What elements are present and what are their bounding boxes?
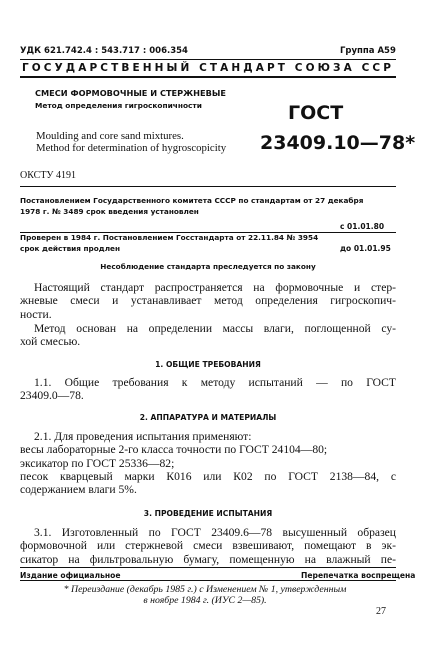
- text-line: ности.: [20, 307, 52, 321]
- okstu-code: ОКСТУ 4191: [20, 170, 77, 181]
- text-line: хой смесью.: [20, 335, 81, 349]
- header-rule-top: [20, 59, 396, 60]
- gost-label: ГОСТ: [288, 102, 344, 124]
- text-line: содержанием влаги 5%.: [20, 483, 137, 497]
- group-code: Группа А59: [340, 46, 396, 56]
- text-line: 3.1. Изготовленный по ГОСТ 23409.6—78 высушенный образец: [34, 526, 396, 539]
- text-line: формовочной или стержневой смеси взвешивают, помещают в эк-: [20, 539, 396, 553]
- text-line: весы лабораторные 2-го класса точности по ГОСТ 24104—80;: [20, 443, 328, 457]
- text-line: эксикатор по ГОСТ 25336—82;: [20, 456, 175, 470]
- header-rule-bottom: [20, 76, 396, 78]
- section-1-heading: 1. ОБЩИЕ ТРЕБОВАНИЯ: [155, 360, 261, 369]
- title-en-line2: Method for determination of hygroscopicity: [36, 142, 227, 154]
- revision-line2: срок действия продлен: [20, 244, 121, 253]
- text-line: Настоящий стандарт распространяется на формовочные и стер-: [34, 281, 396, 294]
- footer-rule: [20, 567, 396, 568]
- title-ru-main: СМЕСИ ФОРМОВОЧНЫЕ И СТЕРЖНЕВЫЕ: [35, 88, 226, 98]
- section-2-heading: 2. АППАРАТУРА И МАТЕРИАЛЫ: [139, 413, 277, 422]
- text-line: 2.1. Для проведения испытания применяют:: [34, 430, 252, 443]
- section-1-text: [20, 376, 396, 403]
- revision-line1: Проверен в 1984 г. Постановлением Госстандарта от 22.11.84 № 3954: [20, 233, 319, 242]
- reprint-notice: Перепечатка воспрещена: [301, 571, 416, 580]
- text-line: сикатор на фильтровальную бумагу, помещенную на влажный пе-: [20, 552, 396, 566]
- footnote-line: * Переиздание (декабрь 1985 г.) с Изменением № 1, утвержденным: [63, 584, 347, 595]
- okstu-rule: [20, 186, 396, 187]
- footnote-line: в ноябре 1984 г. (ИУС 2—85).: [143, 595, 267, 606]
- section-2-text: [20, 430, 396, 496]
- footer-rule-bottom: [20, 580, 396, 581]
- penalty-notice: Несоблюдение стандарта преследуется по закону: [100, 262, 316, 271]
- resolution-line2: 1978 г. № 3489 срок введения установлен: [20, 207, 199, 216]
- text-line: 23409.0—78.: [20, 389, 84, 403]
- reissue-footnote: [55, 584, 355, 606]
- title-en-line1: Moulding and core sand mixtures.: [36, 130, 184, 142]
- standard-header: ГОСУДАРСТВЕННЫЙ СТАНДАРТ СОЮЗА ССР: [21, 62, 394, 74]
- text-line: 1.1. Общие требования к методу испытаний — по ГОСТ: [34, 376, 396, 389]
- intro-paragraph-2: [20, 322, 396, 349]
- text-line: песок кварцевый марки К016 или К02 по ГОСТ 2138—84, с: [20, 469, 396, 483]
- text-line: жневые смеси и устанавливает метод определения гигроскопич-: [20, 294, 396, 308]
- valid-until-date: до 01.01.95: [340, 244, 391, 253]
- gost-number: 23409.10—78*: [260, 132, 416, 154]
- official-edition-label: Издание официальное: [20, 571, 121, 580]
- effective-from-date: с 01.01.80: [340, 222, 385, 231]
- intro-paragraph-1: [20, 281, 396, 321]
- title-ru-sub: Метод определения гигроскопичности: [35, 101, 202, 110]
- text-line: Метод основан на определении массы влаги, поглощенной су-: [34, 322, 396, 335]
- section-3-text: [20, 526, 396, 566]
- udk-code: УДК 621.742.4 : 543.717 : 006.354: [20, 46, 188, 56]
- page-number: 27: [376, 606, 386, 617]
- section-3-heading: 3. ПРОВЕДЕНИЕ ИСПЫТАНИЯ: [143, 509, 273, 518]
- resolution-line1: Постановлением Государственного комитета СССР по стандартам от 27 декабря: [20, 196, 364, 205]
